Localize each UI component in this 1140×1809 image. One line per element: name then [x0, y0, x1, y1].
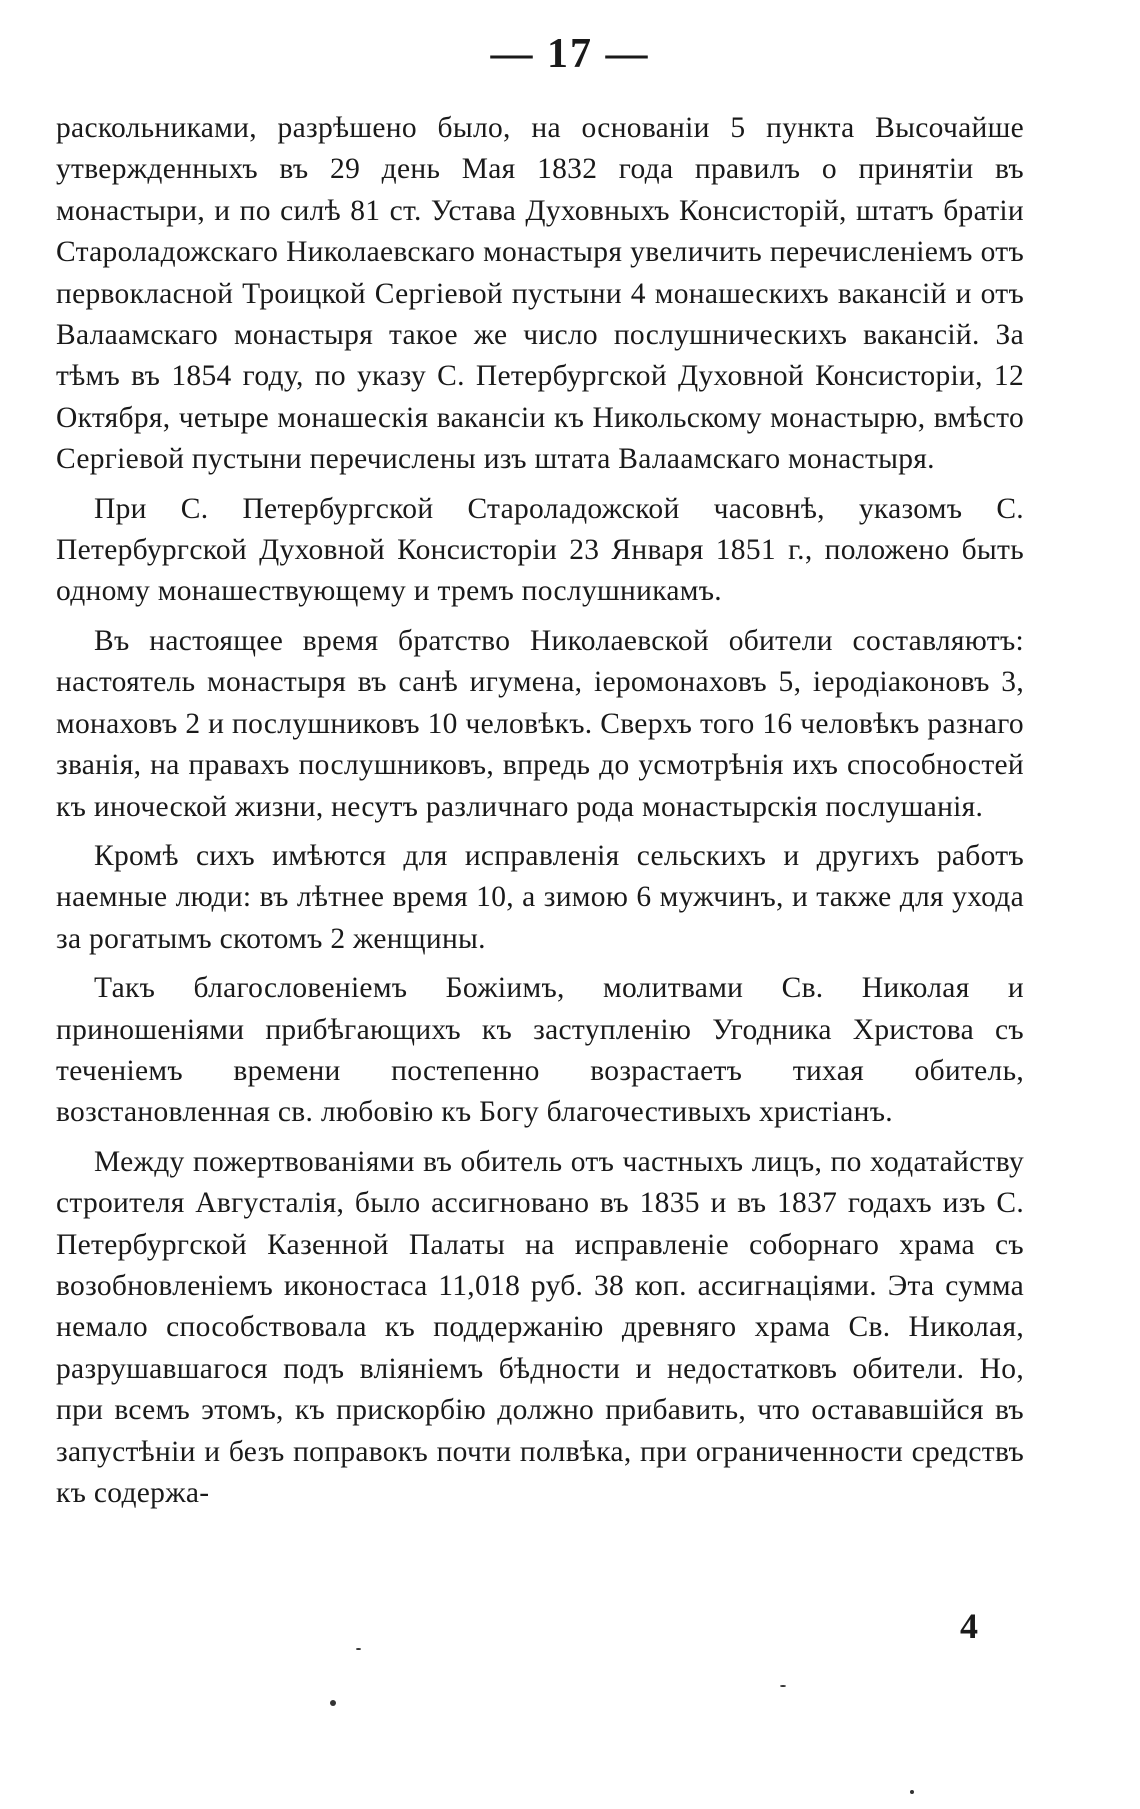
ink-speck: [780, 1685, 786, 1687]
body-text: [56, 108, 1024, 1522]
paragraph-5: Такъ благословеніемъ Божіимъ, молитвами Св. Николая и приношеніями прибѣгающихъ къ заступленію Угодника Христова съ теченіемъ времени постепенно возрастаетъ тихая обитель, возстановленная св. любовію къ Богу благочестивыхъ христіанъ.: [56, 972, 1024, 1129]
ink-speck: [910, 1790, 914, 1794]
page-number: — 17 —: [490, 31, 650, 77]
ink-speck: [330, 1700, 336, 1706]
paragraph-3: Въ настоящее время братство Николаевской обители составляютъ: настоятель монастыря въ санѣ игумена, іеромонаховъ 5, іеродіаконовъ 3, монаховъ 2 и послушниковъ 10 человѣкъ. Сверхъ того 16 человѣкъ разнаго званія, на правахъ послушниковъ, впредь до усмотрѣнія ихъ способностей къ иноческой жизни, несутъ различнаго рода монастырскія послушанія.: [56, 624, 1024, 823]
paragraph-1: раскольниками, разрѣшено было, на основаніи 5 пункта Высочайше утвержденныхъ въ 29 день Мая 1832 года правилъ о принятіи въ монастыри, и по силѣ 81 ст. Устава Духовныхъ Консисторій, штатъ братіи Староладожскаго Николаевскаго монастыря увеличить перечисленіемъ отъ первокласной Троицкой Сергіевой пустыни 4 монашескихъ вакансій и отъ Валаамскаго монастыря такое же число послушническихъ вакансій. За тѣмъ въ 1854 году, по указу С. Петербургской Духовной Консисторіи, 12 Октября, четыре монашескія вакансіи къ Никольскому монастырю, вмѣсто Сергіевой пустыни перечислены изъ штата Валаамскаго монастыря.: [56, 112, 1024, 476]
printer-signature-mark: 4: [960, 1606, 978, 1646]
paragraph-4: Кромѣ сихъ имѣются для исправленія сельскихъ и другихъ работъ наемные люди: въ лѣтнее время 10, а зимою 6 мужчинъ, и также для ухода за рогатымъ скотомъ 2 женщины.: [56, 839, 1024, 955]
ink-speck: [356, 1648, 361, 1650]
paragraph-6: Между пожертвованіями въ обитель отъ частныхъ лицъ, по ходатайству строителя Августалія, было ассигновано въ 1835 и въ 1837 годахъ изъ С. Петербургской Казенной Палаты на исправленіе соборнаго храма съ возобновленіемъ иконостаса 11,018 руб. 38 коп. ассигнаціями. Эта сумма немало способствовала къ поддержанію древняго храма Св. Николая, разрушавшагося подъ вліяніемъ бѣдности и недостатковъ обители. Но, при всемъ этомъ, къ прискорбію должно прибавить, что остававшійся въ запустѣніи и безъ поправокъ почти полвѣка, при ограниченности средствъ къ содержа-: [56, 1145, 1024, 1509]
paragraph-2: При С. Петербургской Староладожской часовнѣ, указомъ С. Петербургской Духовной Консисторіи 23 Января 1851 г., положено быть одному монашествующему и тремъ послушникамъ.: [56, 492, 1024, 608]
